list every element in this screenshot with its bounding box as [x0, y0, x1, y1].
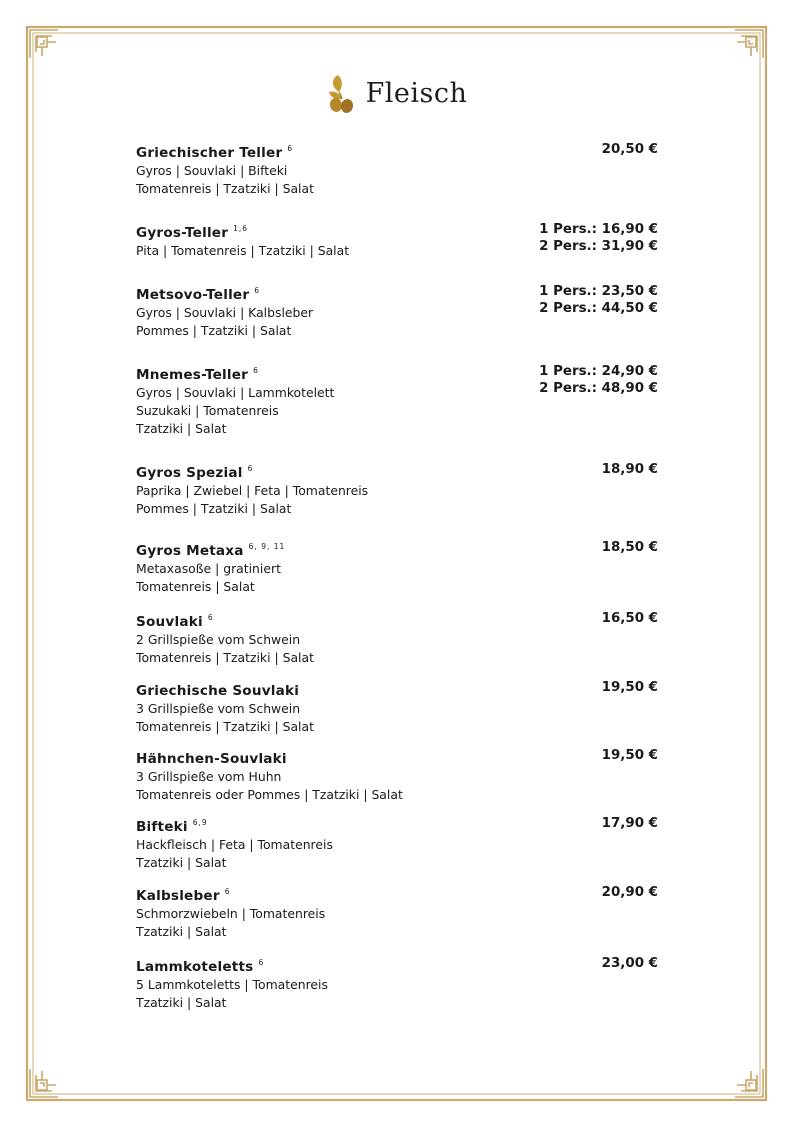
menu-item-prices	[602, 885, 658, 902]
menu-item	[136, 680, 658, 736]
menu-item-description: Tzatziki | Salat	[136, 855, 227, 870]
menu-item-description: Tzatziki | Salat	[136, 995, 227, 1010]
menu-item-left	[136, 284, 313, 340]
menu-item-price: 23,00 €	[601, 956, 658, 971]
menu-item-left	[136, 611, 314, 667]
menu-item-header	[136, 748, 658, 804]
menu-item-left	[136, 680, 314, 736]
page-title: Fleisch	[365, 77, 468, 109]
menu-item-price: 18,50 €	[601, 540, 658, 555]
menu-item-header	[136, 611, 658, 667]
menu-item-prices	[602, 748, 658, 765]
allergen-note: 6	[247, 464, 254, 473]
menu-item-name: Hähnchen-Souvlaki	[136, 751, 287, 767]
menu-item-prices	[602, 142, 658, 159]
menu-item-prices	[539, 364, 658, 397]
menu-item-description: Tomatenreis oder Pommes | Tzatziki | Salat	[136, 787, 403, 802]
menu-item-left	[136, 956, 328, 1012]
allergen-note: 6, 9, 11	[248, 542, 286, 551]
menu-item-description: Gyros | Souvlaki | Kalbsleber	[136, 305, 314, 320]
menu-item-left	[136, 540, 285, 596]
menu-item-price: 1 Pers.: 16,90 €	[539, 222, 658, 237]
menu-item-description: Gyros | Souvlaki | Lammkotelett	[136, 385, 335, 400]
menu-item	[136, 540, 658, 596]
menu-item-prices	[602, 680, 658, 697]
menu-item-description: Tomatenreis | Tzatziki | Salat	[136, 719, 314, 734]
menu-item-price: 20,50 €	[601, 142, 658, 157]
menu-item-name: Metsovo-Teller	[136, 287, 250, 303]
menu-item-description: 3 Grillspieße vom Huhn	[136, 769, 282, 784]
menu-item-prices	[539, 284, 658, 317]
menu-item-description: Tzatziki | Salat	[136, 924, 227, 939]
menu-item-name: Souvlaki	[136, 614, 203, 630]
menu-item-prices	[539, 222, 658, 255]
menu-item-header	[136, 956, 658, 1012]
menu-item-description: Suzukaki | Tomatenreis	[136, 403, 279, 418]
menu-item-left	[136, 364, 334, 438]
menu-item-description: Tzatziki | Salat	[136, 421, 227, 436]
menu-item-prices	[602, 540, 658, 557]
menu-item	[136, 885, 658, 941]
allergen-note: 6	[287, 144, 294, 153]
menu-item-description: 2 Grillspieße vom Schwein	[136, 632, 301, 647]
menu-item	[136, 816, 658, 872]
menu-item-description: Tomatenreis | Tzatziki | Salat	[136, 181, 314, 196]
menu-item-price: 16,50 €	[601, 611, 658, 626]
menu-item-name: Bifteki	[136, 819, 188, 835]
menu-item-prices	[602, 611, 658, 628]
menu-item-header	[136, 885, 658, 941]
allergen-note: 6	[258, 958, 265, 967]
menu-item-header	[136, 222, 658, 260]
menu-item-header	[136, 680, 658, 736]
menu-item-prices	[602, 816, 658, 833]
allergen-note: 6	[207, 613, 214, 622]
menu-item-price: 19,50 €	[601, 748, 658, 763]
menu-item-description: Paprika | Zwiebel | Feta | Tomatenreis	[136, 483, 369, 498]
menu-item-prices	[602, 462, 658, 479]
menu-item-description: Hackfleisch | Feta | Tomatenreis	[136, 837, 333, 852]
allergen-note: 6	[253, 366, 259, 375]
corner-ornament-bottom-left	[30, 1069, 58, 1097]
menu-item-header	[136, 540, 658, 596]
menu-item-name: Gyros Spezial	[136, 465, 243, 481]
menu-item-name: Griechische Souvlaki	[136, 683, 300, 699]
menu-item	[136, 284, 658, 340]
menu-item-left	[136, 462, 368, 518]
menu-item-description: 3 Grillspieße vom Schwein	[136, 701, 301, 716]
menu-item-name: Kalbsleber	[136, 888, 220, 904]
menu-item-left	[136, 142, 314, 198]
allergen-note: 6	[224, 887, 231, 896]
menu-item-header	[136, 462, 658, 518]
menu-item-description: Pommes | Tzatziki | Salat	[136, 501, 292, 516]
menu-item-description: Gyros | Souvlaki | Bifteki	[136, 163, 288, 178]
menu-item-price: 2 Pers.: 48,90 €	[539, 380, 658, 396]
menu-item-name: Griechischer Teller	[136, 145, 283, 161]
menu-item-description: Tomatenreis | Salat	[136, 579, 255, 594]
menu-item-price: 2 Pers.: 44,50 €	[539, 300, 658, 316]
menu-item	[136, 222, 658, 260]
menu-item-header	[136, 142, 658, 198]
menu-item-description: Schmorzwiebeln | Tomatenreis	[136, 906, 326, 921]
corner-ornament-bottom-right	[735, 1069, 763, 1097]
page-header	[0, 68, 793, 118]
menu-item-left	[136, 748, 403, 804]
menu-item-description: Metaxasoße | gratiniert	[136, 561, 281, 576]
menu-item	[136, 364, 658, 438]
menu-item-price: 17,90 €	[601, 816, 658, 831]
allergen-note: 6	[254, 286, 261, 295]
menu-item-description: 5 Lammkoteletts | Tomatenreis	[136, 977, 328, 992]
menu-item-left	[136, 816, 333, 872]
menu-item-name: Lammkoteletts	[136, 959, 254, 975]
menu-item	[136, 748, 658, 804]
menu-item-description: Pommes | Tzatziki | Salat	[136, 323, 292, 338]
olive-branch-icon	[326, 72, 356, 114]
menu-item-header	[136, 364, 658, 438]
corner-ornament-top-right	[735, 30, 763, 58]
menu-item-description: Tomatenreis | Tzatziki | Salat	[136, 650, 314, 665]
menu-item	[136, 142, 658, 198]
corner-ornament-top-left	[30, 30, 58, 58]
menu-item	[136, 462, 658, 518]
menu-item-description: Pita | Tomatenreis | Tzatziki | Salat	[136, 243, 350, 258]
menu-item-price: 1 Pers.: 24,90 €	[539, 364, 658, 379]
menu-item-header	[136, 284, 658, 340]
menu-item-price: 2 Pers.: 31,90 €	[539, 238, 658, 254]
menu-item-name: Mnemes-Teller	[136, 367, 249, 383]
menu-item-name: Gyros Metaxa	[136, 543, 244, 559]
allergen-note: 1,6	[233, 224, 249, 233]
menu-item-name: Gyros-Teller	[136, 225, 229, 241]
menu-item-price: 20,90 €	[601, 885, 658, 900]
menu-item-price: 1 Pers.: 23,50 €	[539, 284, 658, 299]
menu-item-left	[136, 222, 349, 260]
menu-item	[136, 956, 658, 1012]
menu-item-price: 18,90 €	[601, 462, 658, 477]
menu-item-price: 19,50 €	[601, 680, 658, 695]
menu-item-prices	[602, 956, 658, 973]
menu-item-left	[136, 885, 325, 941]
allergen-note: 6,9	[192, 818, 208, 827]
menu-item	[136, 611, 658, 667]
menu-item-header	[136, 816, 658, 872]
